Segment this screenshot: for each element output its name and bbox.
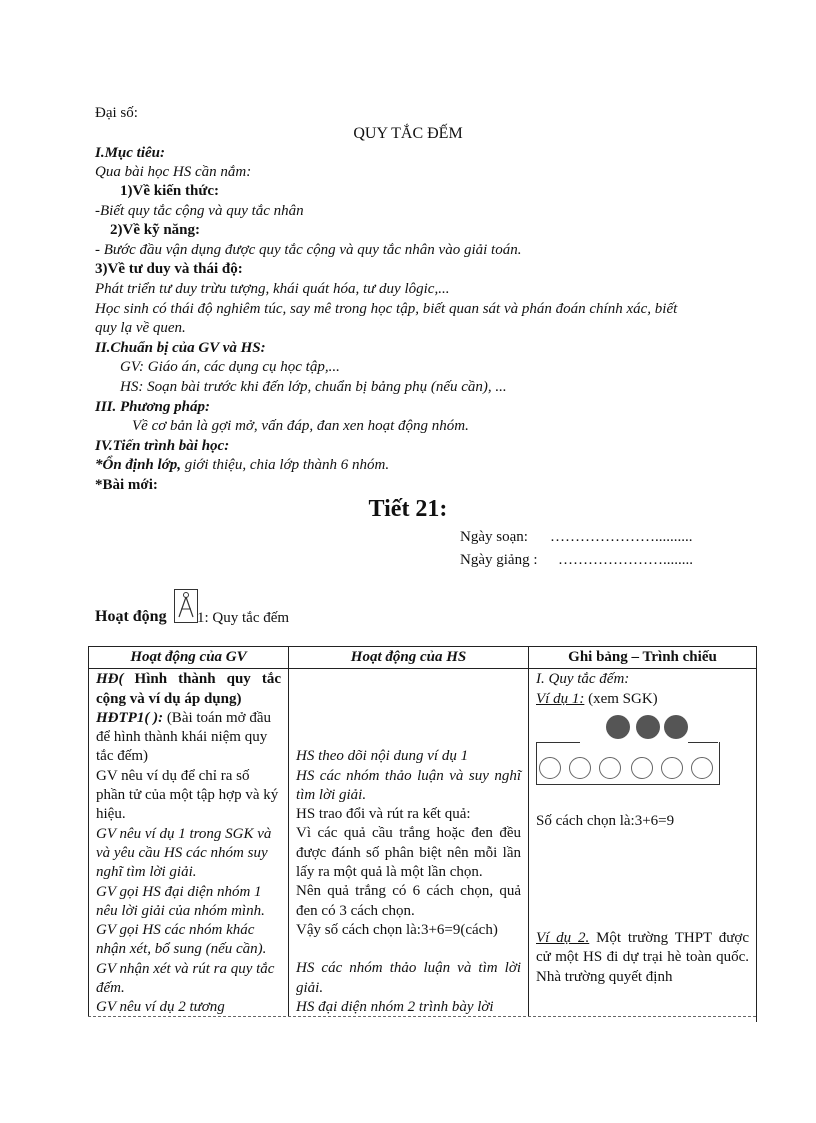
white-ball [539,757,561,779]
thinking-heading: 3)Về tư duy và thái độ: [95,261,243,277]
gv-p3: GV gọi HS đại diện nhóm 1 nêu lời giải của nhóm mình. [96,883,265,919]
prep-gv: GV: Giáo án, các dụng cụ học tập,... [120,359,340,375]
stabilize-bold: *Ổn định lớp, [95,457,181,473]
table-header-row [89,647,757,669]
method-heading: III. Phương pháp: [95,399,210,415]
board-heading: I. Quy tắc đếm: [536,671,630,688]
board-vd2-text: Một trường THPT được cử một HS đi dự trại hè toàn quốc. Nhà trường quyết định [536,930,749,985]
gv-hd-bold: HĐ( [96,671,124,688]
hs-p2: HS các nhóm thảo luận và suy nghĩ tìm lời giải. [296,767,521,803]
prep-hs: HS: Soạn bài trước khi đến lớp, chuẩn bị bảng phụ (nếu cần), ... [120,379,507,395]
compass-icon [174,589,198,623]
white-ball [599,757,621,779]
activity-suffix: 1: Quy tắc đếm [197,610,290,626]
gv-hdtp [96,709,281,767]
stabilize-rest: giới thiệu, chia lớp thành 6 nhóm. [181,457,390,473]
attitude-line-2: quy lạ về quen. [95,320,186,336]
table-row [89,669,757,1022]
gv-p6: GV nêu ví dụ 2 tương [96,999,225,1016]
page-break-line [88,1016,756,1017]
subject-label: Đại số: [95,105,138,121]
gv-hd-text: Hình thành quy tắc cộng và ví dụ áp dụng) [96,671,281,707]
skills-heading: 2)Về kỹ năng: [110,222,201,238]
white-ball [631,757,653,779]
hs-p6: Vậy số cách chọn là:3+6=9(cách) [296,921,498,938]
activity-table [88,646,757,1022]
board-vd1 [536,690,749,709]
hs-p8: HS đại diện nhóm 2 trình bày lời [296,998,494,1015]
header-gv: Hoạt động của GV [89,647,289,669]
knowledge-heading: 1)Về kiến thức: [120,183,219,199]
white-ball [691,757,713,779]
objectives-heading: I.Mục tiêu: [95,145,166,161]
white-ball [569,757,591,779]
black-ball [606,715,630,739]
board-vd1-label: Ví dụ 1: [536,690,585,707]
thinking-text: Phát triển tư duy trừu tượng, khái quát hóa, tư duy lôgic,... [95,281,450,297]
method-text: Về cơ bản là gợi mở, vấn đáp, đan xen hoạt động nhóm. [132,418,469,434]
hs-p7: HS các nhóm thảo luận và tìm lời giải. [296,960,521,996]
hs-p5: Nên quả trắng có 6 cách chọn, quả đen có 3 cách chọn. [296,883,521,919]
activity-label: Hoạt động [95,608,167,625]
objectives-intro: Qua bài học HS cần nắm: [95,164,252,180]
stabilize-line [95,456,389,475]
ngay-giang-label: Ngày giảng : [460,552,538,568]
black-ball [664,715,688,739]
header-hs: Hoạt động của HS [289,647,529,669]
page-title: QUY TẮC ĐẾM [353,125,463,142]
gv-cell [89,669,289,1022]
hs-p1: HS theo dõi nội dung ví dụ 1 [296,748,469,765]
gv-hd [96,670,281,709]
new-lesson-label: *Bài mới: [95,477,158,493]
gv-p5: GV nhận xét và rút ra quy tắc đếm. [96,960,275,997]
board-vd1-text: (xem SGK) [584,690,658,707]
hs-p4: Vì các quả cầu trắng hoặc đen đều được đánh số phân biệt nên mỗi lần lấy ra một quả là một lần chọn. [296,825,521,881]
knowledge-text: -Biết quy tắc cộng và quy tắc nhân [95,203,304,219]
ngay-soan-label: Ngày soạn: [460,529,528,545]
hs-p3: HS trao đổi và rút ra kết quả: [296,806,471,823]
board-vd2 [536,929,749,987]
skills-text: - Bước đầu vận dụng được quy tắc cộng và quy tắc nhân vào giải toán. [95,242,522,258]
attitude-line-1: Học sinh có thái độ nghiêm túc, say mê trong học tập, biết quan sát và phán đoán chính xác, biết [95,301,678,317]
ngay-soan-value: ………………….......... [550,529,693,545]
gv-p4: GV gọi HS các nhóm khác nhận xét, bổ sung (nếu cần). [96,922,267,958]
black-ball [636,715,660,739]
balls-figure [536,715,718,790]
header-board: Ghi bảng – Trình chiếu [529,647,757,669]
prep-heading: II.Chuẩn bị của GV và HS: [95,340,266,356]
white-ball [661,757,683,779]
board-result: Số cách chọn là:3+6=9 [536,812,675,829]
board-vd2-label: Ví dụ 2. [536,930,590,947]
process-heading: IV.Tiến trình bài học: [95,438,230,454]
gv-p1: GV nêu ví dụ để chỉ ra số phần tử của một tập hợp và ký hiệu. [96,767,279,823]
gv-p2: GV nêu ví dụ 1 trong SGK và và yêu cầu HS các nhóm suy nghĩ tìm lời giải. [96,825,272,881]
hs-cell [289,669,529,1022]
gv-hdtp-text: (Bài toán mở đầu để hình thành khái niệm quy tắc đếm) [96,709,271,765]
lesson-number: Tiết 21: [368,496,448,522]
ngay-giang-value: …………………........ [558,552,693,568]
board-cell [529,669,757,1022]
gv-hdtp-bold: HĐTP1( ): [96,709,164,726]
